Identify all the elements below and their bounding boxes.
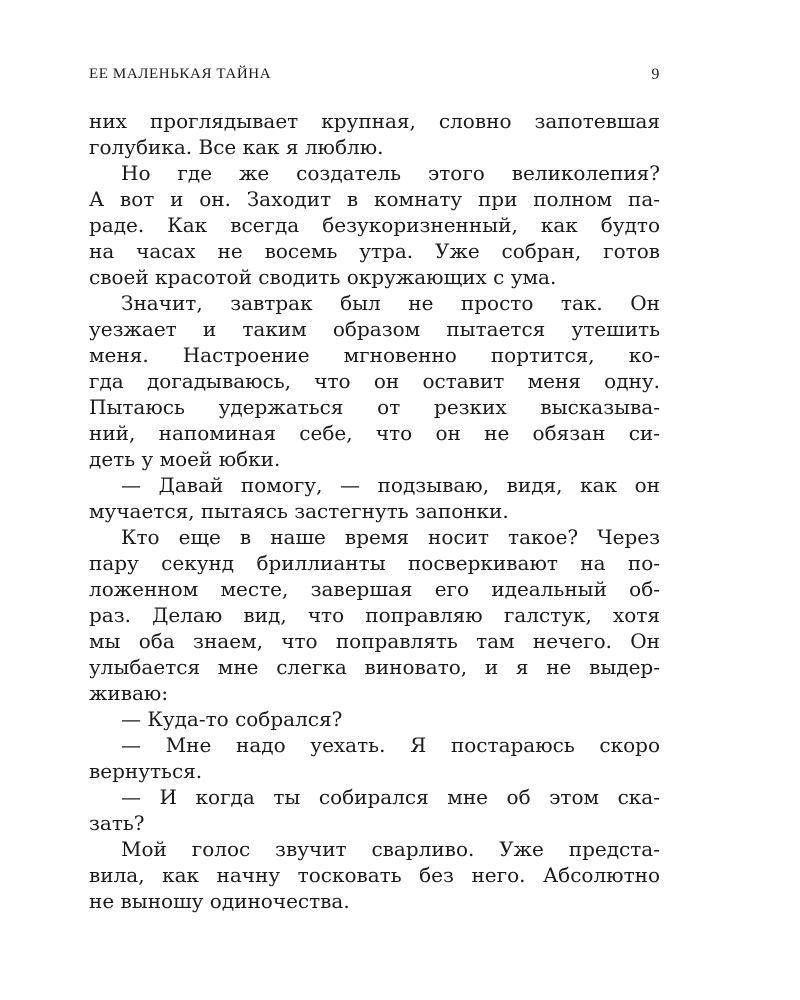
text-line: меня. Настроение мгновенно портится, ко-	[89, 343, 660, 367]
body-text	[89, 108, 660, 914]
text-line: вила, как начну тосковать без него. Абсолютно	[89, 863, 660, 887]
text-line: мучается, пытаясь застегнуть запонки.	[89, 499, 509, 523]
text-line: пару секунд бриллианты посверкивают на по-	[89, 551, 660, 575]
text-line: не выношу одиночества.	[89, 889, 350, 913]
text-line: своей красотой сводить окружающих с ума.	[89, 265, 557, 289]
text-line: гда догадываюсь, что он оставит меня одну.	[89, 369, 660, 393]
text-line: них проглядывает крупная, словно запотевшая	[89, 109, 660, 133]
text-line: Значит, завтрак был не просто так. Он	[121, 291, 660, 315]
text-line: голубика. Все как я люблю.	[89, 135, 384, 159]
text-line: Но где же создатель этого великолепия?	[121, 161, 660, 185]
text-line: Кто еще в наше время носит такое? Через	[121, 525, 660, 549]
text-line: мы оба знаем, что поправлять там нечего. Он	[89, 629, 660, 653]
text-line: Мой голос звучит сварливо. Уже предста-	[121, 837, 660, 861]
text-line: улыбается мне слегка виновато, и я не выдер-	[89, 655, 660, 679]
text-line: деть у моей юбки.	[89, 447, 281, 471]
text-line: ложенном месте, завершая его идеальный об-	[89, 577, 660, 601]
text-line: — Давай помогу, — подзываю, видя, как он	[121, 473, 660, 497]
text-line: Пытаюсь удержаться от резких высказыва-	[89, 395, 660, 419]
page-number: 9	[651, 66, 660, 83]
running-title: ЕЕ МАЛЕНЬКАЯ ТАЙНА	[89, 66, 272, 82]
text-line: — Мне надо уехать. Я постараюсь скоро	[121, 733, 660, 757]
text-line: вернуться.	[89, 759, 203, 783]
text-line: — Куда-то собрался?	[121, 707, 343, 731]
text-line: живаю:	[89, 681, 169, 705]
text-line: А вот и он. Заходит в комнату при полном па-	[89, 187, 660, 211]
text-line: на часах не восемь утра. Уже собран, готов	[89, 239, 660, 263]
text-line: — И когда ты собирался мне об этом ска-	[121, 785, 660, 809]
text-line: зать?	[89, 811, 145, 835]
text-line: уезжает и таким образом пытается утешить	[89, 317, 660, 341]
text-line: раз. Делаю вид, что поправляю галстук, хотя	[89, 603, 660, 627]
text-line: раде. Как всегда безукоризненный, как будто	[89, 213, 660, 237]
running-head	[89, 66, 660, 90]
text-line: ний, напоминая себе, что он не обязан си-	[89, 421, 660, 445]
